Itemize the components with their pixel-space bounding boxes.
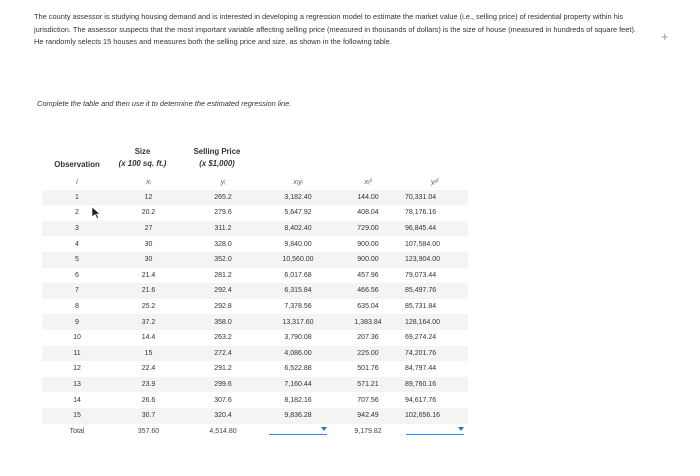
table-row bbox=[42, 408, 468, 424]
table-row bbox=[42, 252, 468, 268]
cell-y: 311.2 bbox=[185, 221, 261, 237]
cell-obs: 1 bbox=[42, 190, 112, 206]
cell-x: 30 bbox=[144, 240, 153, 248]
cell-y2: 85,731.84 bbox=[405, 303, 437, 311]
cell-obs: 15 bbox=[42, 408, 112, 424]
cell-x: 26.6 bbox=[141, 396, 156, 404]
symbol-xy: xᵢyᵢ bbox=[293, 177, 303, 187]
cell-y2: 85,497.76 bbox=[401, 283, 468, 299]
cell-x: 23.9 bbox=[112, 377, 185, 393]
cell-obs: 4 bbox=[75, 240, 79, 248]
cell-xy: 4,086.00 bbox=[261, 346, 335, 362]
cell-y: 320.4 bbox=[185, 408, 261, 424]
cell-y2: 70,331.04 bbox=[401, 190, 468, 206]
table-row bbox=[42, 205, 468, 221]
cell-x: 20.2 bbox=[141, 209, 156, 217]
cell-x: 22.4 bbox=[141, 365, 156, 373]
cell-xy: 8,402.40 bbox=[261, 221, 335, 237]
cell-xy: 6,315.84 bbox=[261, 283, 335, 299]
cell-x2: 466.56 bbox=[335, 283, 401, 299]
cell-x2: 900.00 bbox=[357, 240, 379, 248]
cell-obs: 14 bbox=[73, 396, 81, 404]
cell-y2: 69,274.24 bbox=[405, 334, 437, 342]
symbol-row bbox=[42, 174, 468, 190]
cell-xy: 3,790.08 bbox=[284, 334, 312, 342]
cell-y: 292.8 bbox=[214, 303, 232, 311]
cell-x2: 635.04 bbox=[357, 303, 379, 311]
cell-y2: 102,656.16 bbox=[401, 408, 468, 424]
table-row bbox=[42, 236, 468, 252]
cell-xy: 8,182.16 bbox=[284, 396, 312, 404]
total-y2-dropdown[interactable] bbox=[406, 427, 464, 435]
table-row bbox=[42, 346, 468, 362]
cell-obs: 7 bbox=[42, 283, 112, 299]
symbol-i: i bbox=[76, 177, 78, 187]
cell-y: 291.2 bbox=[214, 365, 232, 373]
cell-y: 281.2 bbox=[214, 271, 232, 279]
cell-y: 307.6 bbox=[214, 396, 232, 404]
cell-x: 30 bbox=[112, 252, 185, 268]
table-row bbox=[42, 221, 468, 237]
cell-y: 358.0 bbox=[185, 314, 261, 330]
cell-x2: 501.76 bbox=[357, 365, 379, 373]
table-row bbox=[42, 361, 468, 377]
cell-obs: 2 bbox=[75, 209, 79, 217]
cell-y: 272.4 bbox=[185, 346, 261, 362]
header-observation bbox=[42, 159, 112, 171]
cell-y: 328.0 bbox=[214, 240, 232, 248]
cell-y: 299.6 bbox=[185, 377, 261, 393]
cell-y: 279.6 bbox=[214, 209, 232, 217]
table-row bbox=[42, 330, 468, 346]
symbol-y2: yᵢ² bbox=[430, 177, 439, 187]
table-row bbox=[42, 268, 468, 284]
total-xy-cell bbox=[261, 424, 335, 440]
cell-x: 25.2 bbox=[141, 303, 156, 311]
cell-obs: 12 bbox=[73, 365, 81, 373]
chevron-down-icon bbox=[458, 427, 464, 431]
cell-x2: 729.00 bbox=[335, 221, 401, 237]
table-row bbox=[42, 190, 468, 206]
cell-x2: 408.04 bbox=[357, 209, 379, 217]
cell-xy: 7,378.56 bbox=[284, 303, 312, 311]
cell-x2: 707.56 bbox=[357, 396, 379, 404]
cell-y: 263.2 bbox=[214, 334, 232, 342]
header-size-unit: (x 100 sq. ft.) bbox=[118, 159, 167, 168]
symbol-x2: xᵢ² bbox=[364, 177, 372, 187]
cell-x: 15 bbox=[112, 346, 185, 362]
cell-xy: 7,160.44 bbox=[261, 377, 335, 393]
cell-x2: 942.49 bbox=[335, 408, 401, 424]
cell-obs: 5 bbox=[42, 252, 112, 268]
header-price bbox=[179, 146, 255, 170]
table-row bbox=[42, 299, 468, 315]
cell-xy: 6,017.68 bbox=[284, 271, 312, 279]
cell-x2: 900.00 bbox=[335, 252, 401, 268]
cell-xy: 9,840.00 bbox=[284, 240, 312, 248]
cell-x2: 225.00 bbox=[335, 346, 401, 362]
cell-x: 21.4 bbox=[141, 271, 156, 279]
table-row bbox=[42, 377, 468, 393]
symbol-x: xᵢ bbox=[146, 177, 151, 187]
cell-y2: 94,617.76 bbox=[405, 396, 437, 404]
cell-x: 30.7 bbox=[112, 408, 185, 424]
cell-y2: 123,904.00 bbox=[401, 252, 468, 268]
cell-obs: 13 bbox=[42, 377, 112, 393]
cell-y: 352.0 bbox=[185, 252, 261, 268]
cell-x2: 207.36 bbox=[357, 334, 379, 342]
regression-table bbox=[42, 174, 468, 439]
instruction-text: Complete the table and then use it to determine the estimated regression line. bbox=[37, 99, 292, 108]
total-x: 357.60 bbox=[137, 427, 160, 435]
header-observation-label: Observation bbox=[54, 160, 100, 169]
cell-obs: 9 bbox=[42, 314, 112, 330]
cell-obs: 11 bbox=[42, 346, 112, 362]
total-row bbox=[42, 424, 468, 440]
total-label: Total bbox=[69, 427, 85, 435]
cell-x: 12 bbox=[112, 190, 185, 206]
cell-xy: 13,317.60 bbox=[261, 314, 335, 330]
cell-y2: 84,797.44 bbox=[405, 365, 437, 373]
symbol-y: yᵢ bbox=[220, 177, 226, 187]
header-size-label: Size bbox=[134, 147, 151, 156]
table-row bbox=[42, 283, 468, 299]
cell-obs: 10 bbox=[73, 334, 81, 342]
mouse-cursor-icon bbox=[92, 207, 101, 219]
cell-x2: 144.00 bbox=[335, 190, 401, 206]
cell-x: 14.4 bbox=[141, 334, 156, 342]
total-y: 4,514.80 bbox=[209, 427, 237, 435]
cell-x2: 457.96 bbox=[357, 271, 379, 279]
plus-icon: + bbox=[661, 29, 669, 44]
problem-intro: The county assessor is studying housing demand and is interested in developing a regression model to estimate the market value (i.e., selling price) of residential property within his jurisdiction. The assessor suspects that the most important variable affecting selling price (measured in thousands of dollars) is the size of house (measured in hundreds of square feet). He randomly selects 15 houses and measures both the selling price and size, as shown in the following table. bbox=[34, 12, 636, 47]
table-row bbox=[42, 314, 468, 330]
cell-y: 265.2 bbox=[185, 190, 261, 206]
cell-y2: 89,760.16 bbox=[401, 377, 468, 393]
cell-y2: 79,073.44 bbox=[405, 271, 437, 279]
cell-obs: 3 bbox=[42, 221, 112, 237]
cell-y2: 128,164.00 bbox=[401, 314, 468, 330]
cell-obs: 8 bbox=[75, 303, 79, 311]
header-price-label: Selling Price bbox=[193, 147, 241, 156]
cell-obs: 6 bbox=[75, 271, 79, 279]
total-xy-dropdown[interactable] bbox=[269, 427, 327, 435]
cell-y2: 78,176.16 bbox=[405, 209, 437, 217]
cell-x: 37.2 bbox=[112, 314, 185, 330]
chevron-down-icon bbox=[321, 427, 327, 431]
cell-x: 21.6 bbox=[112, 283, 185, 299]
cell-x2: 571.21 bbox=[335, 377, 401, 393]
cell-xy: 3,182.40 bbox=[261, 190, 335, 206]
cell-y2: 74,201.76 bbox=[401, 346, 468, 362]
cell-x2: 1,383.84 bbox=[335, 314, 401, 330]
cell-xy: 10,560.00 bbox=[261, 252, 335, 268]
cell-y2: 96,845.44 bbox=[401, 221, 468, 237]
cell-xy: 5,647.92 bbox=[284, 209, 312, 217]
cell-x: 27 bbox=[112, 221, 185, 237]
table-row bbox=[42, 392, 468, 408]
cell-y2: 107,584.00 bbox=[405, 240, 441, 248]
total-x2: 9,179.82 bbox=[354, 427, 382, 435]
cell-xy: 9,836.28 bbox=[261, 408, 335, 424]
header-price-unit: (x $1,000) bbox=[199, 159, 235, 168]
cell-xy: 6,522.88 bbox=[284, 365, 312, 373]
cell-y: 292.4 bbox=[185, 283, 261, 299]
total-y2-cell bbox=[401, 424, 468, 440]
header-size bbox=[106, 146, 179, 170]
